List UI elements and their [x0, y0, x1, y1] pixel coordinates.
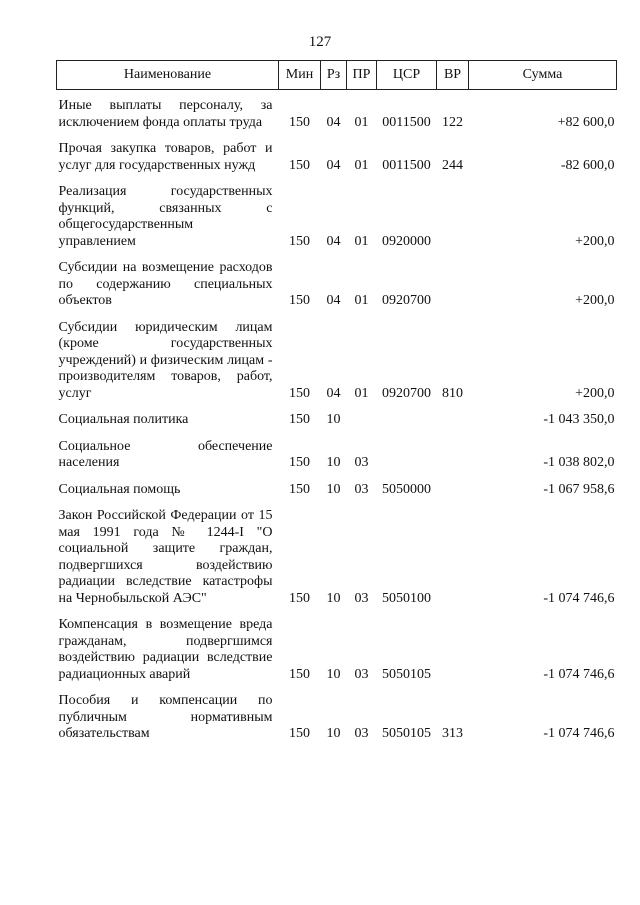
row-pr: 01 [354, 157, 369, 173]
row-sum: -1 043 350,0 [543, 412, 615, 427]
row-name: Прочая закупка товаров, работ и услуг для государственных нужд [58, 141, 273, 173]
row-csr: 0920000 [382, 233, 431, 249]
header-vr: ВР [437, 61, 469, 90]
table-row [57, 90, 617, 132]
row-csr [377, 412, 437, 429]
row-sum: -82 600,0 [560, 157, 615, 173]
row-min: 150 [289, 157, 310, 173]
row-min: 150 [289, 455, 310, 470]
row-csr [377, 439, 437, 472]
row-csr: 5050105 [382, 666, 431, 682]
row-name: Реализация государственных функций, связанных с общегосударственным управлением [58, 184, 273, 249]
row-min: 150 [289, 412, 310, 427]
row-rz: 04 [326, 293, 341, 308]
row-sum: +200,0 [575, 293, 615, 308]
row-rz: 04 [326, 157, 341, 173]
row-name: Пособия и компенсации по публичным нормативным обязательствам [58, 693, 273, 741]
row-name: Субсидии юридическим лицам (кроме государственных учреждений) и физическим лицам - производителям товаров, работ, услуг [58, 319, 273, 401]
row-pr: 01 [354, 385, 369, 401]
row-vr [437, 617, 469, 683]
row-csr: 0011500 [382, 157, 431, 173]
row-sum: -1 074 746,6 [543, 726, 615, 741]
table-row [57, 439, 617, 472]
row-csr: 0920700 [382, 385, 431, 401]
row-vr [437, 439, 469, 472]
header-sum: Сумма [469, 61, 617, 90]
row-vr: 122 [442, 114, 463, 130]
row-name: Социальная политика [58, 412, 189, 427]
row-csr: 5050100 [382, 590, 431, 606]
row-rz: 10 [326, 666, 341, 682]
row-vr: 810 [442, 385, 463, 401]
row-pr: 01 [354, 233, 369, 249]
row-vr [437, 184, 469, 250]
table-row [57, 320, 617, 403]
row-csr: 0011500 [382, 114, 431, 130]
row-pr: 01 [354, 293, 369, 308]
row-sum: +200,0 [575, 385, 615, 401]
row-pr: 03 [354, 726, 369, 741]
row-min: 150 [289, 481, 310, 497]
row-rz: 04 [326, 385, 341, 401]
row-name: Субсидии на возмещение расходов по содержанию специальных объектов [58, 260, 273, 308]
row-sum: -1 074 746,6 [543, 590, 615, 606]
row-vr [437, 260, 469, 310]
row-csr: 5050000 [382, 481, 431, 497]
row-pr: 03 [354, 481, 369, 497]
header-rz: Рз [321, 61, 347, 90]
row-pr [347, 412, 377, 429]
row-pr: 03 [354, 590, 369, 606]
row-sum: +200,0 [575, 233, 615, 249]
budget-table [56, 60, 617, 743]
row-rz: 10 [326, 412, 341, 427]
row-sum: -1 067 958,6 [543, 481, 615, 497]
table-row [57, 184, 617, 250]
row-name: Социальное обеспечение населения [58, 438, 273, 470]
row-rz: 10 [326, 726, 341, 741]
row-vr [437, 508, 469, 607]
row-min: 150 [289, 666, 310, 682]
table-row [57, 260, 617, 310]
header-csr: ЦСР [377, 61, 437, 90]
row-pr: 03 [354, 455, 369, 470]
row-rz: 04 [326, 233, 341, 249]
row-sum: +82 600,0 [557, 114, 615, 130]
table-row [57, 141, 617, 174]
row-csr: 0920700 [382, 293, 431, 308]
header-min: Мин [279, 61, 321, 90]
row-min: 150 [289, 233, 310, 249]
row-name: Социальная помощь [58, 481, 181, 497]
row-min: 150 [289, 114, 310, 130]
page-number: 127 [308, 34, 332, 50]
row-rz: 10 [326, 455, 341, 470]
row-name: Закон Российской Федерации от 15 мая 1991 года № 1244-I "О социальной защите граждан, подвергшихся воздействию радиации вследствие катастрофы на Чернобыльской АЭС" [58, 508, 273, 606]
row-min: 150 [289, 590, 310, 606]
header-pr: ПР [347, 61, 377, 90]
row-vr: 244 [442, 157, 463, 173]
row-min: 150 [289, 726, 310, 741]
row-rz: 10 [326, 590, 341, 606]
row-vr: 313 [442, 726, 463, 741]
row-rz: 10 [326, 481, 341, 497]
row-name: Иные выплаты персоналу, за исключением фонда оплаты труда [58, 98, 273, 130]
table-row [57, 412, 617, 429]
row-sum: -1 038 802,0 [543, 455, 615, 470]
table-row [57, 508, 617, 607]
table-row [57, 482, 617, 499]
row-min: 150 [289, 385, 310, 401]
row-vr [437, 482, 469, 499]
row-min: 150 [289, 293, 310, 308]
table-header-row [57, 61, 617, 90]
row-name: Компенсация в возмещение вреда гражданам, подвергшимся воздействию радиации вследствие радиационных аварий [58, 617, 273, 682]
row-csr: 5050105 [382, 726, 431, 741]
table-row [57, 693, 617, 743]
table-row [57, 617, 617, 683]
header-name: Наименование [57, 61, 279, 90]
row-vr [437, 412, 469, 429]
row-pr: 03 [354, 666, 369, 682]
row-rz: 04 [326, 114, 341, 130]
row-pr: 01 [354, 114, 369, 130]
row-sum: -1 074 746,6 [543, 666, 615, 682]
